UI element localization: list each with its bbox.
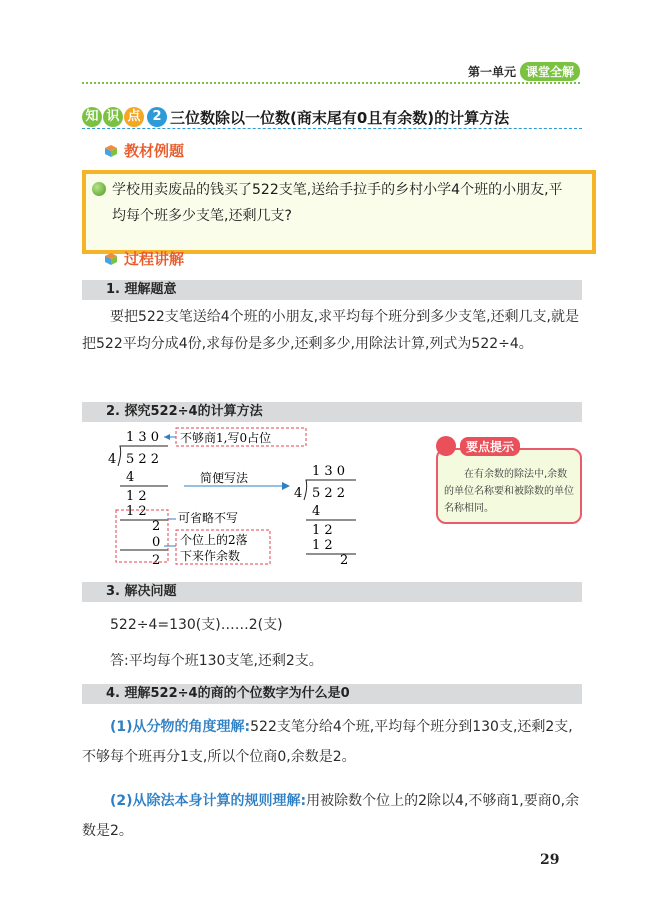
quotient: 1 3 0: [312, 464, 346, 479]
dividend: 5 2 2: [126, 452, 160, 467]
mascot-icon: [436, 436, 456, 456]
long-division-short: [290, 460, 370, 570]
arrow-icon: [164, 434, 170, 440]
step-4-bar: 4. 理解522÷4的商的个位数字为什么是0: [82, 684, 582, 704]
unit-label: 第一单元: [467, 65, 516, 79]
kp-char-2: 识: [103, 107, 123, 127]
knowledge-point-heading: [82, 104, 582, 130]
step-4-para-2: [82, 786, 582, 846]
answer: 答:平均每个班130支笔,还剩2支。: [110, 653, 323, 669]
cube-icon: [104, 252, 118, 266]
divisor: 4: [294, 486, 303, 501]
step-row-5: 0: [152, 535, 161, 550]
note-bottom-1: 个位上的2落: [180, 533, 248, 547]
dividend: 5 2 2: [312, 486, 346, 501]
step-row-6: 2: [152, 553, 161, 566]
running-header: [468, 62, 580, 81]
tip-text: 在有余数的除法中,余数的单位名称要和被除数的单位名称相同。: [444, 469, 574, 514]
note-mid: 简便写法: [200, 471, 249, 485]
step-row-4: 2: [152, 519, 161, 534]
para-2-label: (2)从除法本身计算的规则理解:: [110, 793, 307, 809]
step-2-bar: 2. 探究522÷4的计算方法: [82, 402, 582, 422]
header-divider: [82, 82, 580, 84]
kp-char-1: 知: [82, 107, 102, 127]
kp-number: 2: [147, 107, 167, 127]
step-row-3: 1 2: [312, 538, 333, 553]
tip-title: 要点提示: [460, 437, 520, 456]
step-row-3: 1 2: [126, 504, 147, 519]
step-row-2: 1 2: [126, 489, 147, 504]
step-3-bar: 3. 解决问题: [82, 582, 582, 602]
quotient: 1 3 0: [126, 430, 160, 445]
tip-badge: [436, 436, 520, 456]
step-row-1: 4: [312, 504, 321, 519]
example-heading: [104, 140, 184, 161]
bullet-icon: [92, 182, 106, 196]
process-heading: [104, 248, 184, 269]
example-text: 学校用卖废品的钱买了522支笔,送给手拉手的乡村小学4个班的小朋友,平均每个班多少支笔,还剩几支?: [112, 182, 563, 224]
para-2-text: 用被除数个位上的2除以4,不够商1,要商0,余数是2。: [82, 793, 580, 839]
step-row-2: 1 2: [312, 523, 333, 538]
para-1-text: 522支笔分给4个班,平均每个班分到130支,还剩2支,不够每个班再分1支,所以个位商0,余数是2。: [82, 719, 573, 765]
step-1-bar: 1. 理解题意: [82, 280, 582, 300]
equation: 522÷4=130(支)……2(支): [110, 617, 283, 633]
note-top: 不够商1,写0占位: [180, 431, 272, 445]
divisor: 4: [108, 452, 117, 467]
kp-title: 三位数除以一位数(商末尾有0且有余数)的计算方法: [170, 108, 510, 127]
step-1-text: 要把522支笔送给4个班的小朋友,求平均每个班分到多少支笔,还剩几支,就是把522平均分成4份,求每份是多少,还剩多少,用除法计算,列式为522÷4。: [82, 309, 579, 352]
para-1-label: (1)从分物的角度理解:: [110, 719, 251, 735]
kp-underline: [82, 128, 582, 129]
step-row-1: 4: [126, 470, 135, 485]
kp-char-3: 点: [124, 107, 144, 127]
example-heading-label: 教材例题: [124, 142, 185, 160]
step-row-4: 2: [340, 553, 349, 568]
cube-icon: [104, 144, 118, 158]
page-number: 29: [540, 852, 560, 868]
arrow-icon: [282, 482, 290, 490]
process-heading-label: 过程讲解: [124, 250, 185, 268]
step-4-para-1: [82, 712, 582, 772]
note-bottom-2: 下来作余数: [180, 549, 241, 563]
section-tag: 课堂全解: [520, 62, 580, 81]
note-omit: 可省略不写: [178, 511, 239, 525]
